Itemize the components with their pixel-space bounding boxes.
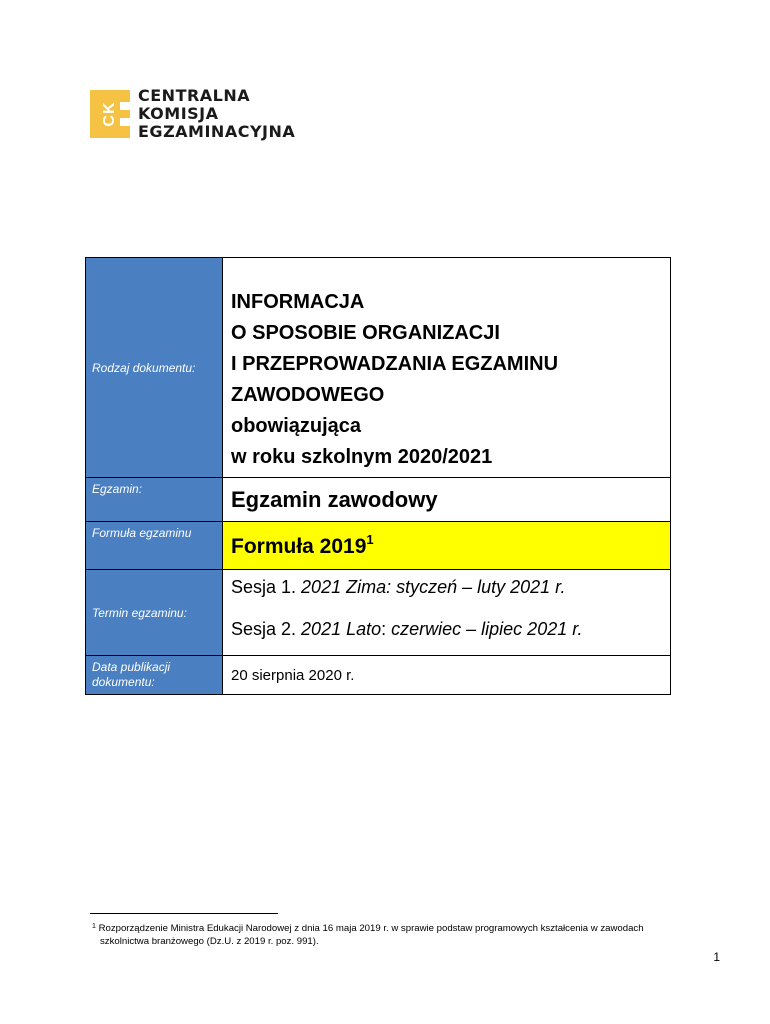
formula-value: Formuła 2019 <box>231 535 367 558</box>
title-line: ZAWODOWEGO <box>231 384 385 406</box>
footnote-line-2: szkolnictwa branżowego (Dz.U. z 2019 r. poz. 991). <box>100 936 319 947</box>
title-line: I PRZEPROWADZANIA EGZAMINU <box>231 353 559 375</box>
cke-logo <box>90 86 295 142</box>
session-2-colon: : <box>381 619 392 639</box>
footnote-divider <box>90 913 278 914</box>
footnote-text-1: Rozporządzenie Ministra Edukacji Narodowej z dnia 16 maja 2019 r. w sprawie podstaw programowych kształcenia w zawodach <box>98 923 644 934</box>
document-subtitle <box>231 411 662 473</box>
footnote-ref: 1 <box>366 532 374 547</box>
session-2-name: 2021 Lato <box>301 619 382 639</box>
published-label-line-2: dokumentu: <box>92 675 155 689</box>
table-row-exam <box>86 478 671 522</box>
title-line: O SPOSOBIE ORGANIZACJI <box>231 322 500 344</box>
cke-logo-mark <box>90 90 130 138</box>
term-value <box>223 570 671 656</box>
logo-line-2: KOMISJA <box>138 104 219 123</box>
exam-value: Egzamin zawodowy <box>223 478 671 522</box>
published-value: 20 sierpnia 2020 r. <box>223 656 671 695</box>
doc-type-value <box>223 258 671 478</box>
document-title <box>231 287 662 411</box>
logo-mark-text: CK <box>101 101 118 127</box>
session-1-prefix: Sesja 1. <box>231 577 302 597</box>
published-label <box>86 656 223 695</box>
table-row-doc-type <box>86 258 671 478</box>
footnote <box>92 920 692 948</box>
table-row-term <box>86 570 671 656</box>
logo-wordmark <box>138 87 295 141</box>
document-info-table <box>85 257 671 695</box>
published-label-line-1: Data publikacji <box>92 660 171 674</box>
session-1-dates: 2021 Zima: styczeń – luty 2021 r. <box>301 577 566 597</box>
formula-label: Formuła egzaminu <box>86 522 223 570</box>
footnote-marker: 1 <box>92 923 96 930</box>
footnote-line-1 <box>92 920 692 935</box>
session-2-prefix: Sesja 2. <box>231 619 302 639</box>
table-row-formula <box>86 522 671 570</box>
doc-type-label: Rodzaj dokumentu: <box>86 258 223 478</box>
title-line: INFORMACJA <box>231 291 365 313</box>
logo-line-3: EGZAMINACYJNA <box>138 122 296 141</box>
table-row-published <box>86 656 671 695</box>
page-number: 1 <box>713 950 720 964</box>
subtitle-line: obowiązująca <box>231 415 362 437</box>
session-2 <box>231 618 662 640</box>
subtitle-line: w roku szkolnym 2020/2021 <box>231 446 493 468</box>
term-label: Termin egzaminu: <box>86 570 223 656</box>
session-2-dates: czerwiec – lipiec 2021 r. <box>391 619 583 639</box>
exam-label: Egzamin: <box>86 478 223 522</box>
session-1 <box>231 576 662 598</box>
logo-line-1: CENTRALNA <box>138 86 251 105</box>
formula-value-cell <box>223 522 671 570</box>
